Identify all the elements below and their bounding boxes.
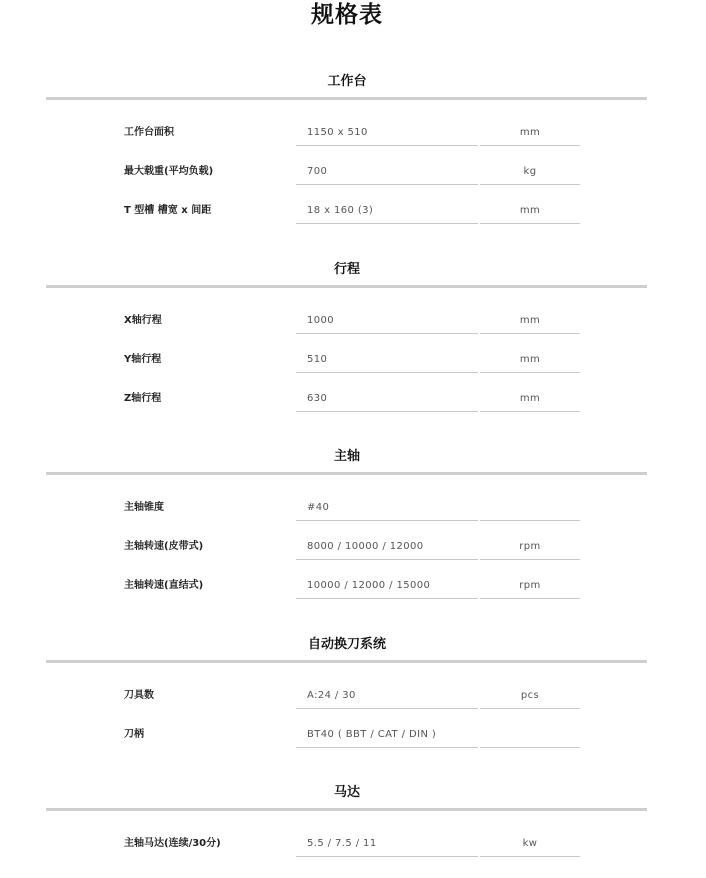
spec-row	[0, 728, 706, 767]
spec-label: 主轴马达(连续/30分)	[124, 838, 221, 849]
section-divider	[46, 808, 647, 811]
spec-label: 刀具数	[124, 690, 154, 701]
spec-row	[0, 689, 706, 728]
spec-value-cell	[296, 126, 478, 146]
spec-label: 主轴转速(皮带式)	[124, 541, 204, 552]
spec-label: 主轴转速(直结式)	[124, 580, 204, 591]
spec-unit-cell	[480, 392, 580, 412]
spec-unit-cell	[480, 837, 580, 857]
spec-value: 510	[307, 354, 328, 365]
spec-value-cell	[296, 501, 478, 521]
spec-value: 700	[307, 166, 328, 177]
spec-unit-cell	[480, 728, 580, 748]
spec-unit: mm	[519, 315, 541, 326]
spec-value-cell	[296, 689, 478, 709]
spec-value-cell	[296, 728, 478, 748]
spec-label: Y轴行程	[124, 354, 162, 365]
spec-value-cell	[296, 837, 478, 857]
spec-label: X轴行程	[124, 315, 162, 326]
spec-row	[0, 501, 706, 540]
spec-value: BT40 ( BBT / CAT / DIN )	[307, 729, 437, 740]
spec-row	[0, 165, 706, 204]
spec-value: A:24 / 30	[307, 690, 356, 701]
spec-unit-cell	[480, 501, 580, 521]
spec-unit: pcs	[520, 690, 540, 701]
spec-value-cell	[296, 392, 478, 412]
page-title: 规格表	[311, 2, 383, 28]
spec-row	[0, 353, 706, 392]
section-title: 工作台	[327, 74, 367, 89]
section-title: 马达	[333, 785, 360, 800]
spec-value: 1000	[307, 315, 335, 326]
spec-row	[0, 837, 706, 876]
spec-row	[0, 540, 706, 579]
spec-unit: rpm	[519, 580, 541, 591]
spec-label: 最大载重(平均负载)	[124, 166, 214, 177]
spec-unit-cell	[480, 579, 580, 599]
spec-value-cell	[296, 204, 478, 224]
spec-unit: rpm	[519, 541, 541, 552]
section-divider	[46, 472, 647, 475]
spec-unit: kg	[523, 166, 537, 177]
spec-unit: kw	[522, 838, 538, 849]
spec-value: 630	[307, 393, 328, 404]
spec-unit-cell	[480, 165, 580, 185]
spec-value: 10000 / 12000 / 15000	[307, 580, 431, 591]
spec-value: 8000 / 10000 / 12000	[307, 541, 424, 552]
section-divider	[46, 285, 647, 288]
spec-value-cell	[296, 353, 478, 373]
spec-unit-cell	[480, 540, 580, 560]
spec-label: 工作台面积	[124, 127, 174, 138]
spec-value: 5.5 / 7.5 / 11	[307, 838, 377, 849]
spec-row	[0, 314, 706, 353]
spec-value: 1150 x 510	[307, 127, 368, 138]
section-title: 主轴	[333, 449, 360, 464]
spec-value-cell	[296, 579, 478, 599]
section-divider	[46, 97, 647, 100]
spec-unit-cell	[480, 204, 580, 224]
section-title: 自动换刀系统	[307, 637, 386, 652]
spec-value-cell	[296, 165, 478, 185]
spec-row	[0, 392, 706, 431]
spec-unit-cell	[480, 314, 580, 334]
spec-row	[0, 579, 706, 618]
spec-value: #40	[307, 502, 330, 513]
section-title: 行程	[333, 262, 360, 277]
spec-value: 18 x 160 (3)	[307, 205, 374, 216]
spec-unit: mm	[519, 393, 541, 404]
spec-unit: mm	[519, 354, 541, 365]
spec-unit: mm	[519, 127, 541, 138]
spec-row	[0, 126, 706, 165]
spec-label: 刀柄	[124, 729, 144, 740]
spec-unit-cell	[480, 353, 580, 373]
spec-label: Z轴行程	[124, 393, 162, 404]
spec-row	[0, 204, 706, 243]
spec-value-cell	[296, 314, 478, 334]
spec-unit-cell	[480, 126, 580, 146]
spec-label: 主轴锥度	[124, 502, 164, 513]
spec-label: T 型槽 槽宽 x 间距	[124, 205, 212, 216]
section-divider	[46, 660, 647, 663]
spec-unit: mm	[519, 205, 541, 216]
spec-unit-cell	[480, 689, 580, 709]
spec-value-cell	[296, 540, 478, 560]
